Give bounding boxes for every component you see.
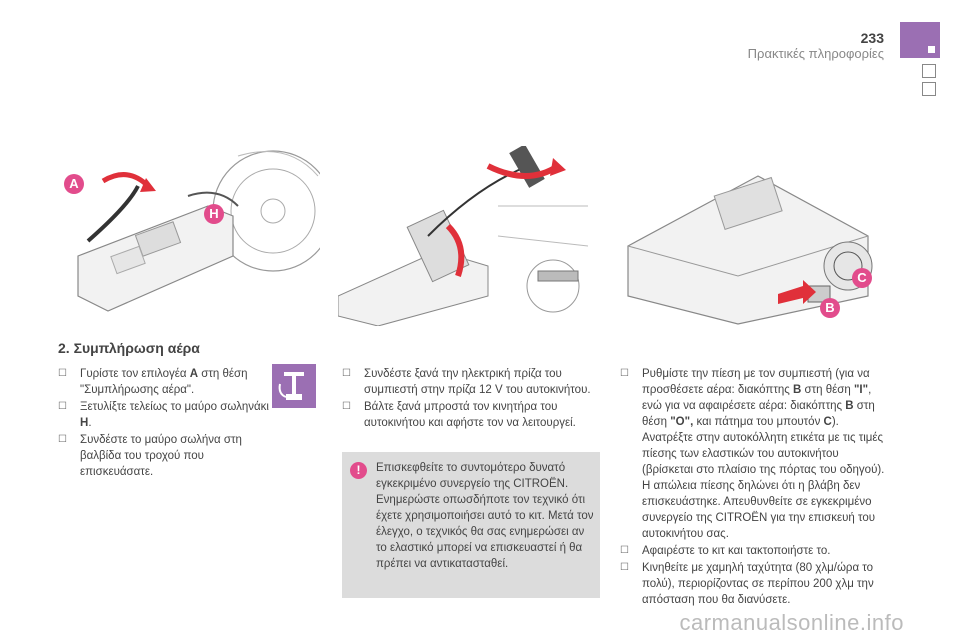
steps-column-2 — [342, 366, 604, 432]
compressor-pictogram — [272, 364, 316, 408]
section-header: Πρακτικές πληροφορίες — [747, 46, 884, 61]
callout-b: B — [820, 298, 840, 318]
step-item: ☐ Βάλτε ξανά μπροστά τον κινητήρα του αυτοκινήτου και αφήστε τον να λειτουργεί. — [342, 399, 604, 431]
chapter-tab-empty — [922, 82, 936, 96]
callout-c: C — [852, 268, 872, 288]
warning-text: Επισκεφθείτε το συντομότερο δυνατό εγκεκριμένο συνεργείο της CITROËN. Ενημερώστε οπωσδήποτε τον τεχνικό ότι έχετε χρησιμοποιήσει αυτό το κιτ. Μετά τον έλεγχο, ο τεχνικός θα σας ενημερώσει αν το ελαστικό μπορεί να επισκευαστεί ή θα πρέπει να αντικατασταθεί. — [376, 462, 594, 570]
illustration-pressure-gauge — [618, 146, 880, 326]
warning-box — [342, 452, 600, 598]
step-item: ☐ Συνδέστε ξανά την ηλεκτρική πρίζα του συμπιεστή στην πρίζα 12 V του αυτοκινήτου. — [342, 366, 604, 398]
step-item: ☐ Ρυθμίστε την πίεση με τον συμπιεστή (για να προσθέσετε αέρα: διακόπτης B στη θέση "I", ενώ για να αφαιρέσετε αέρα: διακόπτης B στη θέση "O", και πάτημα του μπουτόν C). Ανατρέξτε στην αυτοκόλλητη ετικέτα με τις τιμές πίεσης των ελαστικών του αυτοκινήτου (βρίσκεται στο πλαίσιο της πόρτας του οδηγού). Η απώλεια πίεσης δηλώνει ότι η βλάβη δεν επισκευάστηκε. Απευθυνθείτε σε εγκεκριμένο συνεργείο της CITROËN για την επισκευή του αυτοκινήτου σας. — [620, 366, 888, 542]
tyre-inflation-icon — [272, 364, 316, 408]
chapter-tab-empty — [922, 64, 936, 78]
step-item: ☐ Ξετυλίξτε τελείως το μαύρο σωληνάκι H. — [58, 399, 270, 431]
page-number: 233 — [860, 30, 884, 46]
step-item: ☐ Γυρίστε τον επιλογέα A στη θέση "Συμπλήρωσης αέρα". — [58, 366, 270, 398]
callout-a: A — [64, 174, 84, 194]
section-title: 2. Συμπλήρωση αέρα — [58, 340, 200, 356]
step-item: ☐ Κινηθείτε με χαμηλή ταχύτητα (80 χλμ/ώρα το πολύ), περιορίζοντας σε περίπου 200 χλμ την απόσταση που θα διανύσετε. — [620, 560, 888, 608]
watermark: carmanualsonline.info — [679, 610, 904, 635]
callout-h: H — [204, 204, 224, 224]
steps-column-1 — [58, 366, 270, 481]
chapter-tab — [900, 22, 940, 58]
illustration-compressor-wheel — [58, 146, 320, 326]
step-item: ☐ Αφαιρέστε το κιτ και τακτοποιήστε το. — [620, 543, 888, 559]
illustration-power-plug — [338, 146, 600, 326]
step-item: ☐ Συνδέστε το μαύρο σωλήνα στη βαλβίδα του τροχού που επισκευάσατε. — [58, 432, 270, 480]
steps-column-3 — [620, 366, 888, 609]
warning-icon: ! — [350, 462, 367, 479]
